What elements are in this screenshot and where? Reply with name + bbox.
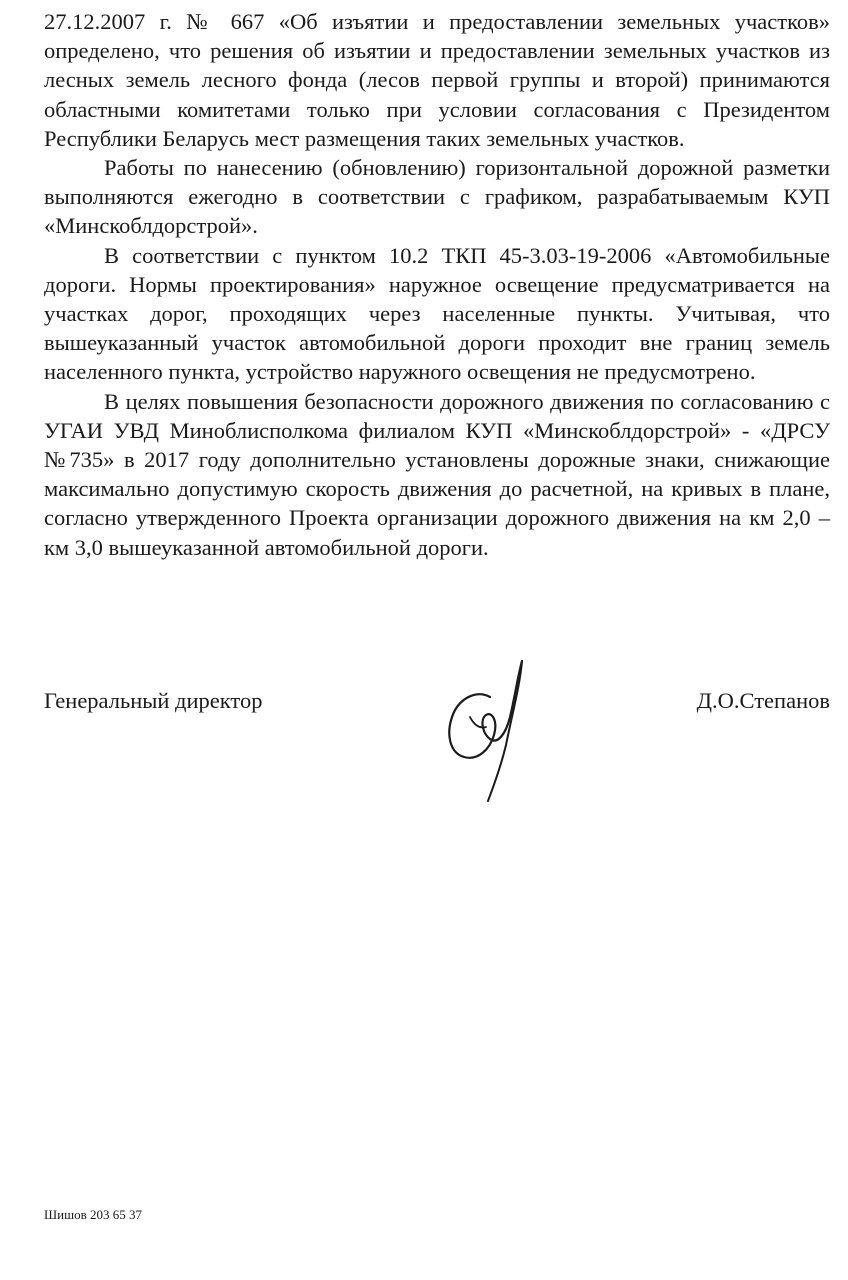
paragraph-decree: 27.12.2007 г. № 667 «Об изъятии и предоставлении земельных участков» определено, что решения об изъятии и предоставлении земельных участков из лесных земель лесного фонда (лесов первой группы и второй) принимаются областными комитетами только при условии согласования с Президентом Республики Беларусь мест размещения таких земельных участков. — [44, 9, 830, 151]
signatory-title: Генеральный директор — [44, 688, 263, 713]
handwritten-signature — [440, 655, 540, 805]
paragraph-lighting: В соответствии с пунктом 10.2 ТКП 45-3.03-19-2006 «Автомобильные дороги. Нормы проектирования» наружное освещение предусматривается на участках дорог, проходящих через населенные пункты. Учитывая, что вышеуказанный участок автомобильной дороги проходит вне границ земель населенного пункта, устройство наружного освещения не предусмотрено. — [44, 242, 830, 385]
document-body — [44, 7, 830, 562]
paragraph-road-marking: Работы по нанесению (обновлению) горизонтальной дорожной разметки выполняются ежегодно в соответствии с графиком, разрабатываемым КУП «Минскоблдорстрой». — [44, 155, 830, 239]
executor-note: Шишов 203 65 37 — [44, 1207, 142, 1222]
signatory-name: Д.О.Степанов — [696, 688, 830, 713]
signature-block — [44, 686, 830, 720]
paragraph-safety: В целях повышения безопасности дорожного движения по согласованию с УГАИ УВД Миноблисполкома филиалом КУП «Минскоблдорстрой» - «ДРСУ №735» в 2017 году дополнительно установлены дорожные знаки, снижающие максимально допустимую скорость движения до расчетной, на кривых в плане, согласно утвержденного Проекта организации дорожного движения на км 2,0 – км 3,0 вышеуказанной автомобильной дороги. — [44, 388, 830, 560]
